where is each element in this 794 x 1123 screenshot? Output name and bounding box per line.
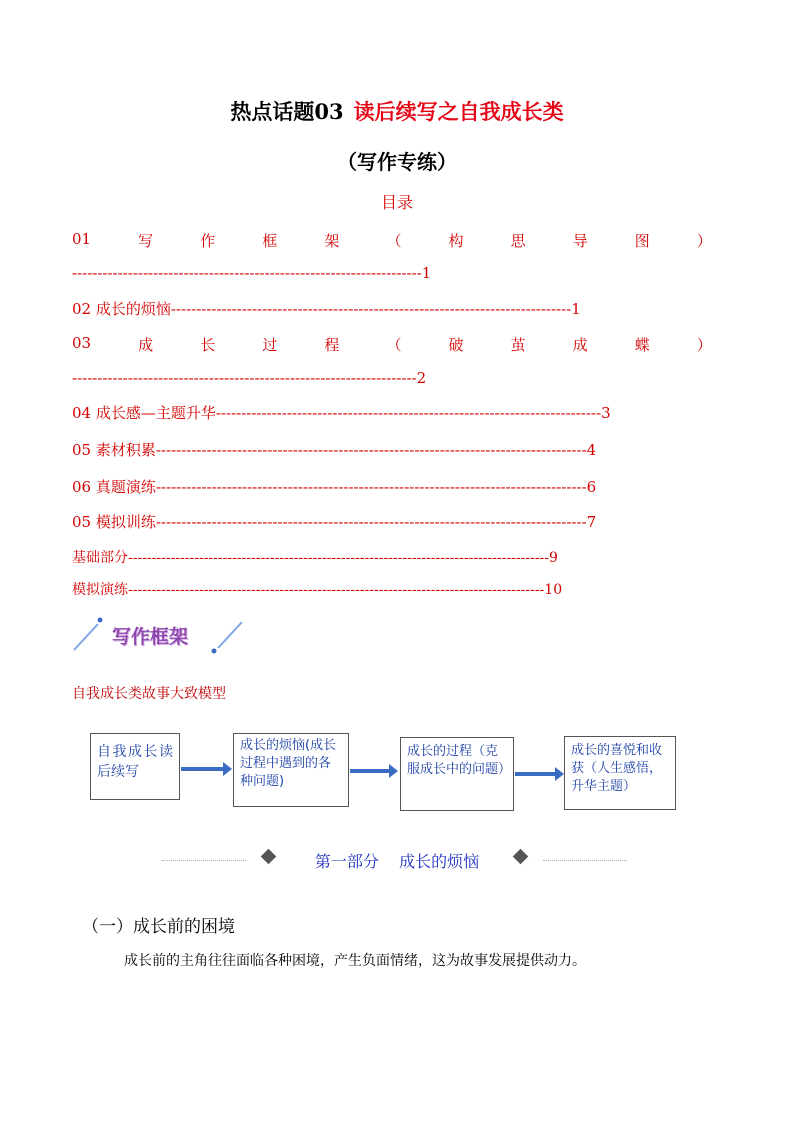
toc-item-03-leader: [72, 369, 426, 387]
toc-item-07[interactable]: [72, 511, 596, 532]
toc-leader-dots: ----------------------------------------------------------------------------------------: [128, 582, 545, 598]
toc-item-01-num: 01: [72, 230, 92, 248]
part-title: 第一部分 成长的烦恼: [314, 852, 480, 871]
toc-leader-dots: -------------------------------------------------------------------------------------: [155, 478, 587, 496]
toc-item-01-leader: [72, 264, 431, 282]
toc-item-01-spread: [72, 230, 712, 251]
toc-item-label: 02 成长的烦恼: [72, 300, 171, 318]
toc-item-03-char: 长: [200, 336, 216, 354]
toc-leader-dots: --------------------------------------------------------------------: [72, 369, 417, 387]
toc-page-number: 2: [416, 369, 427, 387]
toc-item-01-char: 写: [138, 232, 154, 250]
part-divider-right: [543, 860, 627, 861]
toc-page-number: 6: [586, 478, 597, 496]
toc-page-number: 4: [586, 441, 597, 459]
toc-item-05[interactable]: [72, 439, 596, 460]
flow-box-3: 成长的过程（克服成长中的问题）: [400, 737, 514, 811]
toc-item-01-char: 作: [200, 232, 216, 250]
toc-leader-dots: -------------------------------------------------------------------------------------: [155, 441, 587, 459]
toc-page-number: 9: [549, 550, 558, 566]
toc-item-01-char: 图: [634, 232, 650, 250]
flow-arrow-icon: [515, 772, 556, 776]
toc-item-01-char: 思: [510, 232, 526, 250]
toc-leader-dots: -----------------------------------------------------------------------------------------: [128, 550, 550, 566]
toc-item-03-char: 程: [324, 336, 340, 354]
toc-item-02[interactable]: [72, 298, 581, 319]
title-prefix: 热点话题03: [230, 99, 344, 124]
toc-item-09[interactable]: [72, 579, 562, 599]
section-banner: [70, 614, 250, 656]
banner-label: 写作框架: [112, 626, 189, 648]
toc-item-01-char: ）: [696, 232, 712, 250]
toc-item-03-char: 茧: [510, 336, 526, 354]
flow-box-4: 成长的喜悦和收获（人生感悟，升华主题）: [564, 736, 676, 810]
document-title: [0, 96, 794, 126]
toc-page-number: 10: [544, 582, 563, 598]
flow-arrow-icon: [350, 769, 390, 773]
flow-arrow-icon: [181, 767, 224, 771]
toc-leader-dots: ---------------------------------------------------------------------: [72, 264, 422, 282]
toc-item-03-char: 蝶: [634, 336, 650, 354]
toc-item-03-char: （: [386, 336, 402, 354]
section-heading: （一）成长前的困境: [82, 917, 235, 937]
toc-item-04[interactable]: [72, 402, 611, 423]
toc-leader-dots: -------------------------------------------------------------------------------: [170, 300, 572, 318]
toc-item-08[interactable]: [72, 547, 558, 567]
toc-item-01-char: 构: [448, 232, 464, 250]
toc-item-03-char: 破: [448, 336, 464, 354]
toc-item-03-char: ）: [696, 336, 712, 354]
toc-page-number: 7: [586, 513, 597, 531]
flow-box-1: 自我成长读后续写: [90, 733, 180, 800]
section-paragraph: 成长前的主角往往面临各种困境，产生负面情绪，这为故事发展提供动力。: [124, 953, 586, 969]
document-subtitle: （写作专练）: [337, 150, 457, 174]
toc-heading: 目录: [380, 193, 413, 212]
toc-item-01-char: 架: [324, 232, 340, 250]
toc-item-03-char: 成: [138, 336, 154, 354]
toc-item-01-char: 导: [572, 232, 588, 250]
toc-item-label: 06 真题演练: [72, 478, 156, 496]
toc-item-label: 04 成长感—主题升华: [72, 404, 216, 422]
toc-item-label: 基础部分: [72, 550, 128, 566]
toc-item-01-char: （: [386, 232, 402, 250]
toc-page-number: 1: [571, 300, 581, 318]
toc-leader-dots: ----------------------------------------------------------------------------: [215, 404, 602, 422]
toc-item-03-num: 03: [72, 334, 92, 352]
toc-item-03-spread: [72, 334, 712, 355]
toc-item-01-char: 框: [262, 232, 278, 250]
flow-box-2: 成长的烦恼(成长过程中遇到的各种问题): [233, 733, 349, 807]
toc-page-number: 3: [601, 404, 611, 422]
toc-leader-dots: -------------------------------------------------------------------------------------: [155, 513, 587, 531]
toc-item-label: 模拟演练: [72, 582, 128, 598]
model-label: 自我成长类故事大致模型: [72, 686, 226, 702]
title-main: 读后续写之自我成长类: [353, 99, 564, 124]
toc-item-label: 05 素材积累: [72, 441, 156, 459]
toc-page-number: 1: [421, 264, 432, 282]
toc-item-label: 05 模拟训练: [72, 513, 156, 531]
toc-item-06[interactable]: [72, 476, 596, 497]
toc-item-01[interactable]: [72, 230, 712, 251]
toc-item-03-char: 成: [572, 336, 588, 354]
toc-item-03[interactable]: [72, 334, 712, 355]
toc-item-03-char: 过: [262, 336, 278, 354]
